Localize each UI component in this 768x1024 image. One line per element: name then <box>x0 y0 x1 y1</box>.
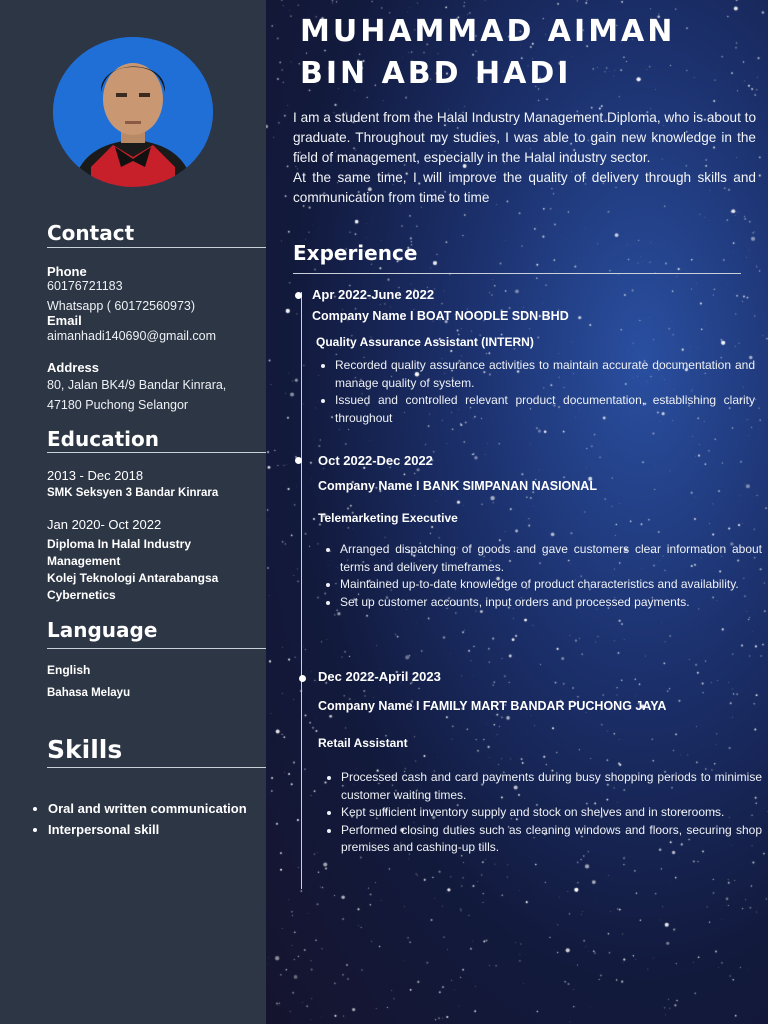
skill-item: • Interpersonal skill <box>48 819 278 840</box>
email-label: Email <box>47 313 82 328</box>
bullet-item: • Processed cash and card payments during busy shopping periods to minimise customer waiting times. <box>341 769 762 804</box>
email-address: aimanhadi140690@gmail.com <box>47 329 217 343</box>
bullet-item: • Kept sufficient inventory supply and stock on shelves and in storerooms. <box>341 804 762 822</box>
experience-1-dates: Apr 2022-June 2022 <box>312 287 435 302</box>
experience-divider <box>293 273 741 274</box>
education-divider <box>47 452 266 453</box>
address-label: Address <box>47 360 100 375</box>
phone-number: 60176721183 <box>47 279 123 293</box>
experience-1-role: Quality Assurance Assistant (INTERN) <box>316 335 534 349</box>
name-line-2: BIN ABD HADI <box>300 56 572 91</box>
profile-photo <box>53 37 213 187</box>
experience-1-bullets <box>317 357 755 427</box>
sidebar <box>0 0 266 1024</box>
experience-2-dates: Oct 2022-Dec 2022 <box>318 453 433 468</box>
language-divider <box>47 648 266 649</box>
experience-2-role: Telemarketing Executive <box>318 511 458 525</box>
education-2-course: Diploma In Halal Industry Management <box>47 537 192 568</box>
bullet-item: • Performed closing duties such as cleaning windows and floors, securing shop premises and cashing-up tills. <box>341 822 762 857</box>
main-panel <box>266 0 768 1024</box>
experience-3-bullets <box>323 769 762 857</box>
summary-paragraph-1: I am a student from the Halal Industry Management Diploma, who is about to graduate. Throughout my studies, I was able to gain new knowledge in the field of management, especially in the Halal industry sector. <box>293 110 756 165</box>
experience-3-dates: Dec 2022-April 2023 <box>318 669 441 684</box>
skills-list <box>30 798 278 840</box>
education-1-dates: 2013 - Dec 2018 <box>47 468 144 483</box>
timeline-dot <box>295 457 302 464</box>
contact-heading: Contact <box>47 221 135 245</box>
whatsapp-number: Whatsapp ( 60172560973) <box>47 299 196 313</box>
experience-3-company: Company Name I FAMILY MART BANDAR PUCHONG JAYA <box>318 699 667 713</box>
phone-label: Phone <box>47 264 87 279</box>
skills-divider <box>47 767 266 768</box>
contact-divider <box>47 247 266 248</box>
summary <box>293 108 756 208</box>
language-item-2: Bahasa Melayu <box>47 687 131 699</box>
name-line-1: MUHAMMAD AIMAN <box>300 14 676 49</box>
language-heading: Language <box>47 618 158 642</box>
summary-paragraph-2: At the same time, I will improve the quality of delivery through skills and communication from time to time <box>293 170 756 205</box>
education-1-school: SMK Seksyen 3 Bandar Kinrara <box>47 487 219 499</box>
education-heading: Education <box>47 427 159 451</box>
portrait-image <box>53 37 213 187</box>
bullet-item: • Arranged dispatching of goods and gave customers clear information about terms and delivery timeframes. <box>340 541 762 576</box>
bullet-item: • Set up customer accounts, input orders and processed payments. <box>340 594 762 612</box>
experience-2-bullets <box>322 541 762 611</box>
timeline-line <box>301 292 302 889</box>
skills-heading: Skills <box>47 735 123 764</box>
bullet-item: • Recorded quality assurance activities to maintain accurate documentation and manage quality of system. <box>335 357 755 392</box>
experience-1-company: Company Name I BOAT NOODLE SDN BHD <box>312 309 569 323</box>
experience-2-company: Company Name I BANK SIMPANAN NASIONAL <box>318 479 597 493</box>
address-line-2: 47180 Puchong Selangor <box>47 398 189 412</box>
timeline-dot <box>299 675 306 682</box>
bullet-item: • Issued and controlled relevant product documentation, establishing clarity throughout <box>335 392 755 427</box>
language-item-1: English <box>47 663 91 677</box>
bullet-item: • Maintained up-to-date knowledge of product characteristics and availability. <box>340 576 762 594</box>
timeline-dot <box>295 292 302 299</box>
education-2-school: Kolej Teknologi Antarabangsa Cybernetics <box>47 571 219 602</box>
experience-heading: Experience <box>293 241 418 265</box>
experience-3-role: Retail Assistant <box>318 736 408 750</box>
address-line-1: 80, Jalan BK4/9 Bandar Kinrara, <box>47 378 227 392</box>
education-2-dates: Jan 2020- Oct 2022 <box>47 517 162 532</box>
skill-item: • Oral and written communication <box>48 798 278 819</box>
